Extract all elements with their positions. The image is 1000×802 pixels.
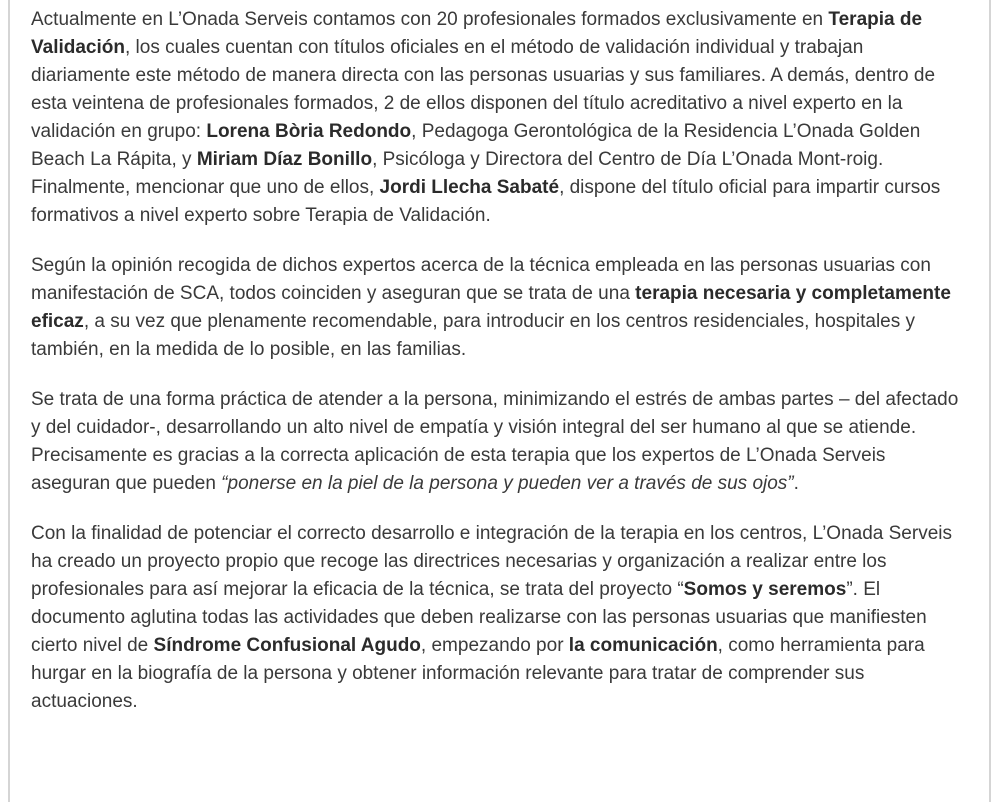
bold-term-sindrome-confusional-agudo: Síndrome Confusional Agudo [153,635,421,656]
text-run: . [793,473,799,494]
text-run: , Psicóloga y Directora del Centro de Día L’Onada Mont-roig. Finalmente, mencionar que uno de ellos, [31,149,884,198]
text-run: Con la finalidad de potenciar el correcto desarrollo e integración de la terapia en los centros, L’Onada Serveis ha creado un proyecto propio que recoge las directrices necesarias y organización a realizar entre los profesionales para así mejorar la eficacia de la técnica, se trata del proyecto “ [31,523,952,600]
italic-quote-ponerse-en-la-piel: “ponerse en la piel de la persona y pueden ver a través de sus ojos” [221,473,794,494]
text-run: , a su vez que plenamente recomendable, para introducir en los centros residenciales, hospitales y también, en la medida de lo posible, en las familias. [31,311,916,360]
bold-term-la-comunicacion: la comunicación [568,635,718,656]
text-run: , dispone del título oficial para impartir cursos formativos a nivel experto sobre Terapia de Validación. [31,177,941,226]
paragraph-practical-approach [31,386,965,498]
paragraph-project [31,520,965,716]
text-run: Se trata de una forma práctica de atender a la persona, minimizando el estrés de ambas partes – del afectado y del cuidador-, desarrollando un alto nivel de empatía y visión integral del ser humano al que se atiende. Precisamente es gracias a la correcta aplicación de esta terapia que los expertos de L’Onada Serveis aseguran que pueden [31,389,959,494]
bold-phrase-terapia-necesaria-eficaz: terapia necesaria y completamente eficaz [31,283,951,332]
bold-name-jordi-llecha-sabate: Jordi Llecha Sabaté [379,177,560,198]
text-run: , Pedagoga Gerontológica de la Residencia L’Onada Golden Beach La Rápita, y [31,121,921,170]
text-run: Según la opinión recogida de dichos expertos acerca de la técnica empleada en las personas usuarias con manifestación de SCA, todos coinciden y aseguran que se trata de una [31,255,931,304]
text-run: ”. El documento aglutina todas las actividades que deben realizarse con las personas usuarias que manifiesten cierto nivel de [31,579,927,656]
text-run: Actualmente en L’Onada Serveis contamos con 20 profesionales formados exclusivamente en [31,9,829,30]
bold-term-terapia-de-validacion: Terapia de Validación [31,9,923,58]
bold-name-lorena-boria-redondo: Lorena Bòria Redondo [206,121,412,142]
text-run: , como herramienta para hurgar en la biografía de la persona y obtener información relevante para tratar de comprender sus actuaciones. [31,635,925,712]
paragraph-expert-opinion [31,252,965,364]
article-body [8,0,991,802]
bold-name-miriam-diaz-bonillo: Miriam Díaz Bonillo [196,149,373,170]
paragraph-professionals [31,6,965,230]
text-run: , los cuales cuentan con títulos oficiales en el método de validación individual y trabajan diariamente este método de manera directa con las personas usuarias y sus familiares. A demás, dentro de esta veintena de profesionales formados, 2 de ellos disponen del título acreditativo a nivel experto en la validación en grupo: [31,37,936,142]
text-run: , empezando por [420,635,569,656]
bold-project-somos-y-seremos: Somos y seremos [683,579,847,600]
